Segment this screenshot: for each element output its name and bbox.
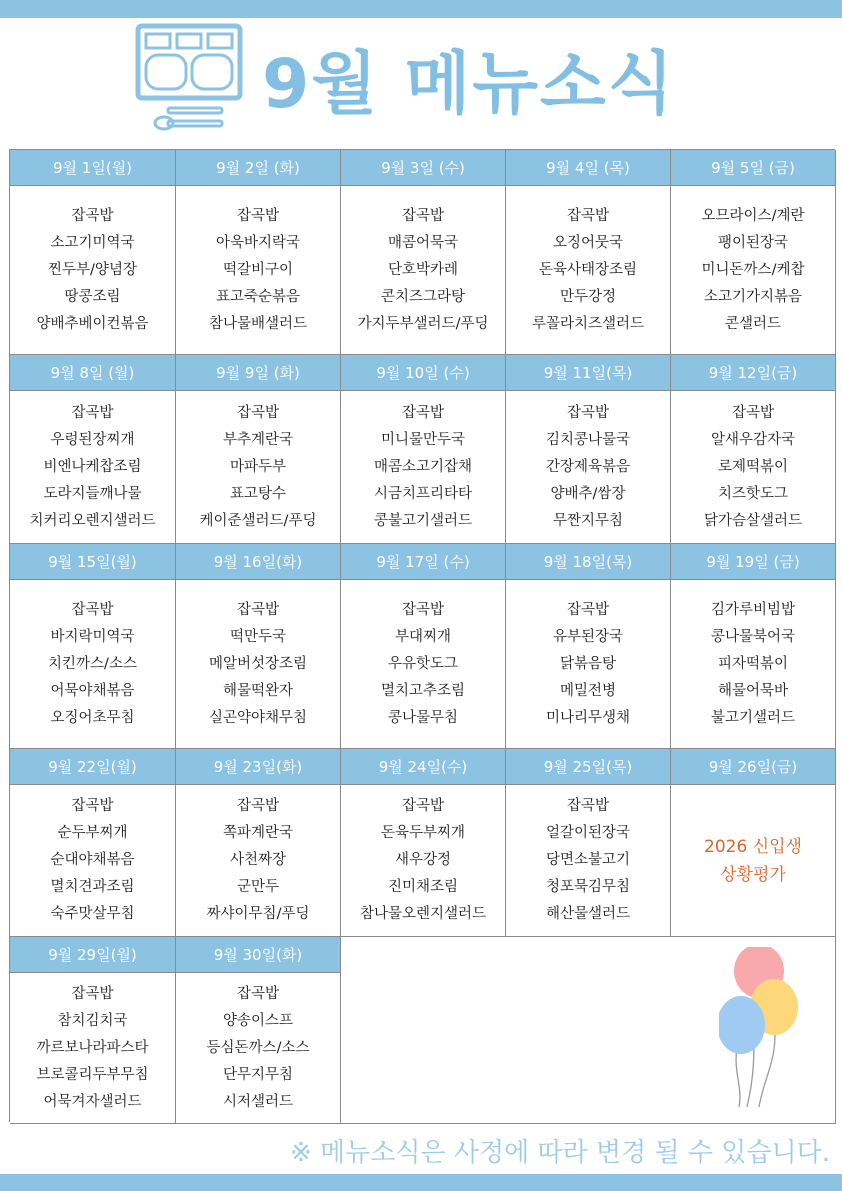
menu-item: 부추계란국 [222,431,294,448]
day-header: 9월 1일(월) [10,150,176,186]
menu-item: 오징어초무침 [50,709,135,726]
day-menu [10,973,176,1124]
special-event-line: 2026 신입생 [704,836,802,857]
day-menu [341,391,506,544]
day-menu [176,785,341,937]
menu-item: 마파두부 [229,458,287,475]
menu-item: 짜샤이무침/푸딩 [206,906,310,922]
menu-item: 잡곡밥 [566,404,610,421]
balloons-icon [719,947,819,1109]
day-menu [176,186,341,355]
day-menu [506,785,671,937]
menu-item: 단호박카레 [387,261,459,278]
menu-item: 잡곡밥 [401,798,445,814]
menu-item: 멸치견과조림 [50,879,135,895]
day-header: 9월 11일(목) [506,355,671,391]
menu-item: 콘치즈그라탕 [380,288,466,305]
menu-item: 어묵야채볶음 [50,682,135,699]
menu-item: 매콤소고기잡채 [373,458,473,475]
day-menu [10,785,176,937]
day-menu [176,391,341,544]
menu-item: 무짠지무침 [552,512,624,529]
menu-item: 우유핫도그 [387,655,459,672]
day-menu [506,580,671,749]
day-menu [671,391,836,544]
menu-item: 표고죽순볶음 [215,288,301,305]
menu-item: 잡곡밥 [566,207,610,224]
menu-item: 사천짜장 [229,852,287,868]
day-menu [341,580,506,749]
day-menu [506,186,671,355]
day-header: 9월 10일 (수) [341,355,506,391]
day-menu [10,391,176,544]
day-header: 9월 12일(금) [671,355,836,391]
menu-item: 소고기가지볶음 [703,288,803,305]
day-header: 9월 19일 (금) [671,544,836,580]
menu-item: 멸치고추조림 [380,682,466,699]
day-header: 9월 15일(월) [10,544,176,580]
menu-item: 잡곡밥 [71,207,114,224]
menu-item: 닭볶음탕 [559,655,617,672]
day-menu [10,580,176,749]
day-header: 9월 2일 (화) [176,150,341,186]
menu-item: 잡곡밥 [71,985,114,1002]
menu-item: 잡곡밥 [236,207,280,224]
menu-item: 콩불고기샐러드 [373,512,473,529]
menu-item: 우렁된장찌개 [50,431,135,448]
menu-item: 떡갈비구이 [222,261,294,278]
menu-item: 잡곡밥 [236,985,280,1002]
menu-item: 시저샐러드 [222,1093,294,1110]
menu-table [9,149,835,1122]
menu-item: 치킨까스/소스 [48,655,137,672]
menu-item: 미니물만두국 [380,431,466,448]
menu-item: 매콤어묵국 [387,234,459,251]
menu-item: 잡곡밥 [236,601,280,618]
day-menu [10,186,176,355]
menu-item: 쪽파계란국 [222,825,294,841]
menu-item: 비엔나케찹조림 [43,458,142,475]
menu-item: 닭가슴살샐러드 [703,512,803,529]
day-header: 9월 30일(화) [176,937,341,973]
menu-item: 얼갈이된장국 [545,825,631,841]
menu-item: 양배추베이컨볶음 [36,315,149,332]
menu-item: 참나물오렌지샐러드 [359,906,487,922]
menu-item: 잡곡밥 [401,207,445,224]
menu-item: 찐두부/양념장 [48,261,137,278]
day-header: 9월 18일(목) [506,544,671,580]
special-event-line: 상황평가 [720,864,786,885]
menu-item: 알새우감자국 [710,431,796,448]
menu-item: 소고기미역국 [50,234,135,251]
menu-item: 군만두 [236,879,280,895]
menu-item: 치즈핫도그 [717,485,789,502]
empty-area [341,937,836,1124]
menu-item: 잡곡밥 [566,601,610,618]
day-menu [671,186,836,355]
day-menu [176,973,341,1124]
menu-item: 오징어뭇국 [552,234,624,251]
menu-item: 잡곡밥 [71,798,114,814]
menu-item: 불고기샐러드 [710,709,796,726]
day-header: 9월 5일 (금) [671,150,836,186]
day-header: 9월 17일 (수) [341,544,506,580]
menu-item: 양송이스프 [222,1012,294,1029]
menu-item: 콩나물북어국 [710,628,796,645]
lunch-tray-icon [134,22,244,138]
menu-item: 브로콜리두부무침 [36,1066,149,1083]
menu-item: 청포묵김무침 [545,879,631,895]
menu-item: 잡곡밥 [71,404,114,421]
menu-item: 숙주맛살무침 [50,906,135,922]
menu-item: 콘샐러드 [724,315,782,332]
menu-item: 해산물샐러드 [545,906,631,922]
day-menu [341,785,506,937]
menu-item: 바지락미역국 [50,628,135,645]
day-header: 9월 26일(금) [671,749,836,785]
menu-item: 오므라이스/계란 [701,207,805,224]
menu-item: 로제떡볶이 [717,458,789,475]
menu-item: 잡곡밥 [401,601,445,618]
menu-item: 돈육사태장조림 [538,261,638,278]
page-title: 9월 메뉴소식 [262,45,676,124]
menu-item: 루꼴라치즈샐러드 [531,315,645,332]
menu-item: 미니돈까스/케찹 [701,261,805,278]
top-band [0,0,842,18]
menu-item: 등심돈까스/소스 [206,1039,310,1056]
menu-item: 가지두부샐러드/푸딩 [357,315,489,332]
menu-item: 양배추/쌈장 [550,485,626,502]
menu-item: 만두강정 [559,288,617,305]
day-menu [176,580,341,749]
day-header: 9월 23일(화) [176,749,341,785]
day-header: 9월 29일(월) [10,937,176,973]
menu-item: 케이준샐러드/푸딩 [199,512,317,529]
menu-item: 잡곡밥 [731,404,775,421]
menu-item: 땅콩조림 [64,288,121,305]
menu-item: 표고탕수 [229,485,287,502]
menu-item: 실곤약야채무침 [208,709,308,726]
menu-item: 돈육두부찌개 [380,825,466,841]
day-header: 9월 22일(월) [10,749,176,785]
menu-item: 순대야채볶음 [50,852,135,868]
menu-item: 까르보나라파스타 [36,1039,149,1056]
menu-item: 잡곡밥 [566,798,610,814]
menu-item: 해물떡완자 [222,682,294,699]
menu-item: 어묵겨자샐러드 [43,1093,142,1110]
day-menu [671,580,836,749]
day-header: 9월 8일 (월) [10,355,176,391]
menu-item: 진미채조림 [387,879,459,895]
menu-item: 잡곡밥 [236,404,280,421]
menu-item: 단무지무침 [222,1066,294,1083]
menu-item: 치커리오렌지샐러드 [29,512,156,529]
menu-item: 콩나물무침 [387,709,459,726]
menu-item: 새우강정 [394,852,452,868]
day-header: 9월 16일(화) [176,544,341,580]
bottom-band [0,1174,842,1191]
menu-item: 유부된장국 [552,628,624,645]
day-header: 9월 25일(목) [506,749,671,785]
menu-item: 잡곡밥 [236,798,280,814]
menu-item: 메밀전병 [559,682,617,699]
menu-item: 김가루비빔밥 [710,601,796,618]
menu-item: 떡만두국 [229,628,287,645]
menu-item: 도라지들깨나물 [43,485,142,502]
day-menu [506,391,671,544]
menu-item: 참치김치국 [57,1012,128,1029]
menu-item: 순두부찌개 [57,825,128,841]
menu-item: 미나리무생채 [545,709,631,726]
special-event [671,785,836,937]
change-notice: ※ 메뉴소식은 사정에 따라 변경 될 수 있습니다. [290,1138,830,1168]
menu-item: 메알버섯장조림 [208,655,308,672]
day-menu [341,186,506,355]
menu-item: 김치콩나물국 [545,431,631,448]
day-header: 9월 4일 (목) [506,150,671,186]
menu-item: 잡곡밥 [71,601,114,618]
menu-item: 부대찌개 [394,628,452,645]
menu-item: 참나물배샐러드 [208,315,308,332]
day-header: 9월 3일 (수) [341,150,506,186]
menu-item: 당면소불고기 [545,852,631,868]
menu-item: 피자떡볶이 [717,655,789,672]
menu-item: 시금치프리타타 [373,485,473,502]
menu-item: 팽이된장국 [717,234,789,251]
menu-item: 간장제육볶음 [545,458,631,475]
menu-item: 아욱바지락국 [215,234,301,251]
day-header: 9월 24일(수) [341,749,506,785]
menu-item: 잡곡밥 [401,404,445,421]
day-header: 9월 9일 (화) [176,355,341,391]
menu-item: 해물어묵바 [717,682,789,699]
